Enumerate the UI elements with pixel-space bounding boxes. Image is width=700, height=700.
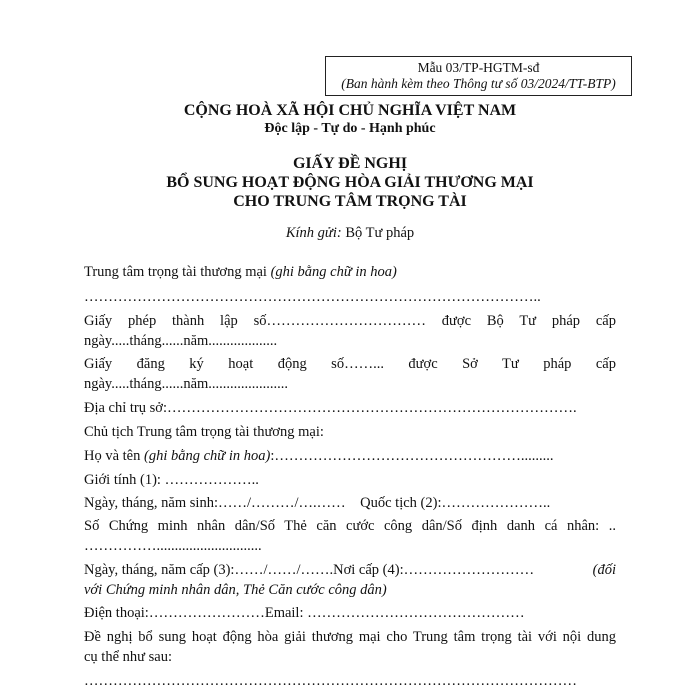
phone-email-field: Điện thoại:……………………Email: ……………………………………… (84, 605, 525, 621)
title-line-3: CHO TRUNG TÂM TRỌNG TÀI (233, 193, 467, 210)
center-name-note: (ghi bằng chữ in hoa) (270, 264, 397, 280)
registration-line-1: Giấy đăng ký hoạt động số……... được Sở Tư pháp cấp (84, 356, 616, 372)
id-line-1: Số Chứng minh nhân dân/Số Thẻ căn cước công dân/Số định danh cá nhân: .. (84, 518, 616, 534)
issue-note-2: với Chứng minh nhân dân, Thẻ Căn cước công dân) (84, 582, 387, 598)
center-name-field (84, 262, 616, 282)
fullname-note: (ghi bằng chữ in hoa) (144, 448, 271, 464)
id-line-2: ……………............................. (84, 538, 262, 554)
addressee-label: Kính gửi: (285, 225, 342, 241)
addressee (0, 224, 700, 242)
registration-line-2: ngày.....tháng......năm...................... (84, 376, 289, 392)
national-title: CỘNG HOÀ XÃ HỘI CHỦ NGHĨA VIỆT NAM (183, 102, 517, 119)
form-code: Mẫu 03/TP-HGTM-sđ (417, 60, 540, 75)
license-line-1: Giấy phép thành lập số…………………………… được Bộ Tư pháp cấp (84, 313, 616, 329)
issue-line-1 (84, 560, 616, 580)
chairman-heading: Chủ tịch Trung tâm trọng tài thương mại: (84, 424, 324, 440)
dob-nationality-field: Ngày, tháng, năm sinh:……/………/….…… Quốc tịch (2):………………….. (84, 495, 551, 511)
request-line-2: cụ thể như sau: (84, 649, 172, 665)
document-title (0, 154, 700, 211)
fullname-dots: :……………………………………………......... (270, 448, 554, 464)
title-line-1: GIẤY ĐỀ NGHỊ (292, 155, 408, 172)
center-name-label: Trung tâm trọng tài thương mại (84, 264, 271, 280)
title-line-2: BỔ SUNG HOẠT ĐỘNG HÒA GIẢI THƯƠNG MẠI (166, 174, 534, 191)
request-line-1: Đề nghị bổ sung hoạt động hòa giải thương mại cho Trung tâm trọng tài với nội dung (84, 629, 616, 645)
license-line-2: ngày.....tháng......năm................... (84, 333, 278, 349)
form-code-box (325, 56, 632, 96)
issue-note-1: (đối (592, 562, 616, 578)
issue-text: Ngày, tháng, năm cấp (3):……/……/…….Nơi cấp (4):……………………… (84, 562, 535, 578)
fullname-field (84, 446, 616, 466)
center-name-line: ………………………………………………………………………………….. (84, 289, 541, 305)
gender-field: Giới tính (1): ……………….. (84, 472, 259, 488)
addressee-value: Bộ Tư pháp (345, 225, 415, 241)
national-motto: Độc lập - Tự do - Hạnh phúc (264, 121, 436, 136)
address-field: Địa chỉ trụ sở:…………………………………………………………………………. (84, 400, 577, 416)
content-line: ………………………………………………………………………………………… (84, 673, 577, 689)
fullname-label: Họ và tên (84, 448, 144, 464)
form-issued-note: (Ban hành kèm theo Thông tư số 03/2024/TT-BTP) (341, 76, 616, 91)
